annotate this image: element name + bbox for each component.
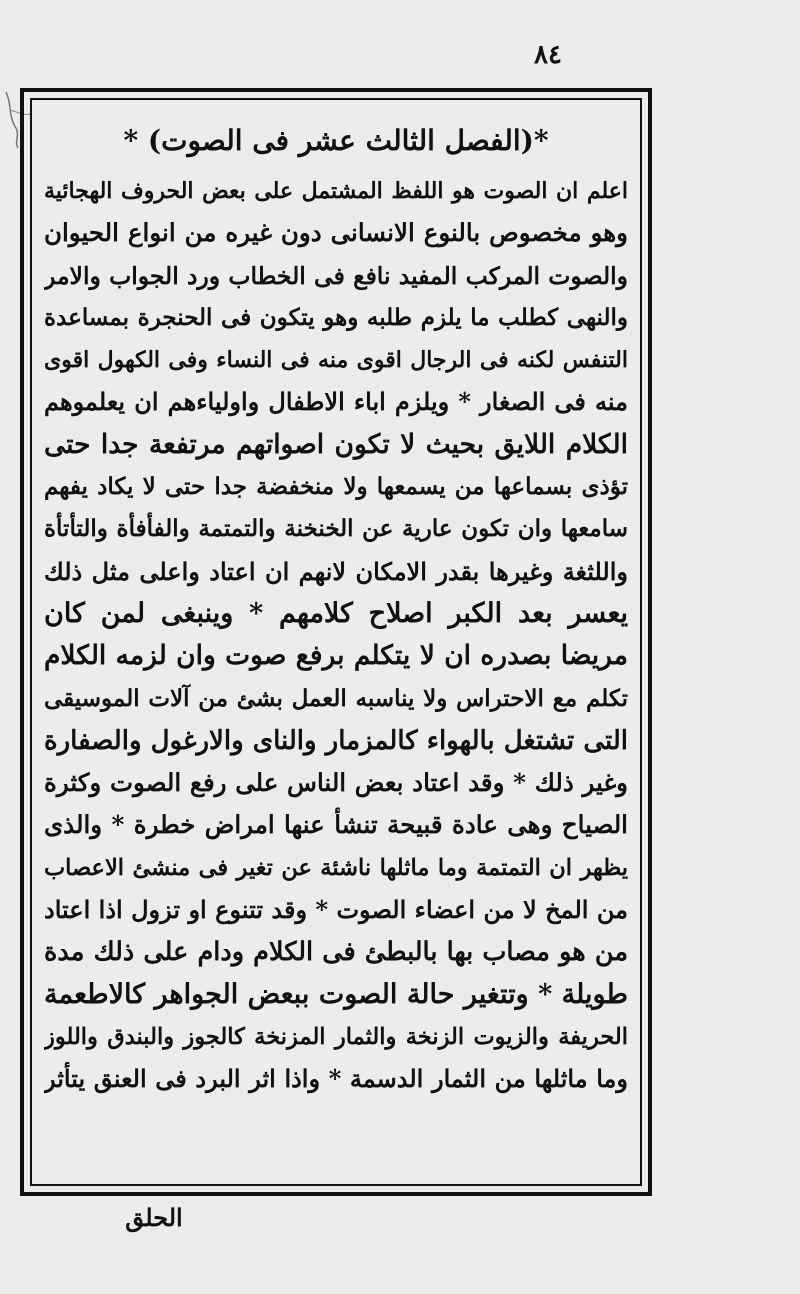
text-line: منه فى الصغار * ويلزم اباء الاطفال واولياءهم ان يعلموهم: [44, 387, 628, 417]
text-line: وغير ذلك * وقد اعتاد بعض الناس على رفع الصوت وكثرة: [44, 768, 628, 798]
text-block: [44, 112, 628, 1176]
text-line: والصوت المركب المفيد نافع فى الخطاب ورد الجواب والامر: [44, 261, 628, 290]
text-line: تؤذى بسماعها من يسمعها ولا منخفضة جدا حتى لا يكاد يفهم: [44, 473, 628, 501]
text-line: طويلة * وتتغير حالة الصوت ببعض الجواهر كالاطعمة: [44, 978, 628, 1010]
text-line: واللثغة وغيرها بقدر الامكان لانهم ان اعتاد واعلى مثل ذلك: [44, 556, 628, 586]
text-line: التى تشتغل بالهواء كالمزمار والناى والارغول والصفارة: [44, 725, 628, 756]
chapter-heading: *(الفصل الثالث عشر فى الصوت) *: [123, 124, 549, 157]
page-number: ٨٤: [534, 40, 562, 70]
text-line: يعسر بعد الكبر اصلاح كلامهم * وينبغى لمن كان: [44, 597, 628, 629]
text-line: مريضا بصدره ان لا يتكلم برفع صوت وان لزمه الكلام: [44, 640, 628, 672]
text-line: الكلام اللايق بحيث لا تكون اصواتهم مرتفعة جدا حتى: [44, 428, 628, 460]
text-line: وما ماثلها من الثمار الدسمة * واذا اثر البرد فى العنق يتأثر: [44, 1064, 628, 1094]
text-line: من هو مصاب بها بالبطئ فى الكلام ودام على ذلك مدة: [44, 937, 628, 968]
catchword: الحلق: [125, 1203, 183, 1232]
text-line: الحريفة والزيوت الزنخة والثمار المزنخة كالجوز والبندق واللوز: [44, 1023, 628, 1050]
text-line: سامعها وان تكون عارية عن الخنخنة والتمتمة والفأفأة والتأتأة: [44, 515, 628, 543]
text-line: من المخ لا من اعضاء الصوت * وقد تتنوع او تزول اذا اعتاد: [44, 895, 628, 925]
text-line: تكلم مع الاحتراس ولا يناسبه العمل بشئ من آلات الموسيقى: [44, 684, 628, 712]
text-line: وهو مخصوص بالنوع الانسانى دون غيره من انواع الحيوان: [44, 218, 628, 248]
text-line: اعلم ان الصوت هو اللفظ المشتمل على بعض الحروف الهجائية: [44, 178, 628, 204]
text-line: يظهر ان التمتمة وما ماثلها ناشئة عن تغير فى منشئ الاعصاب: [44, 854, 628, 881]
text-line: الصياح وهى عادة قبيحة تنشأ عنها امراض خطرة * والذى: [44, 810, 628, 840]
text-line: التنفس لكنه فى الرجال اقوى منه فى النساء وفى الكهول اقوى: [44, 347, 628, 374]
text-line: والنهى كطلب ما يلزم طلبه وهو يتكون فى الحنجرة بمساعدة: [44, 303, 628, 331]
